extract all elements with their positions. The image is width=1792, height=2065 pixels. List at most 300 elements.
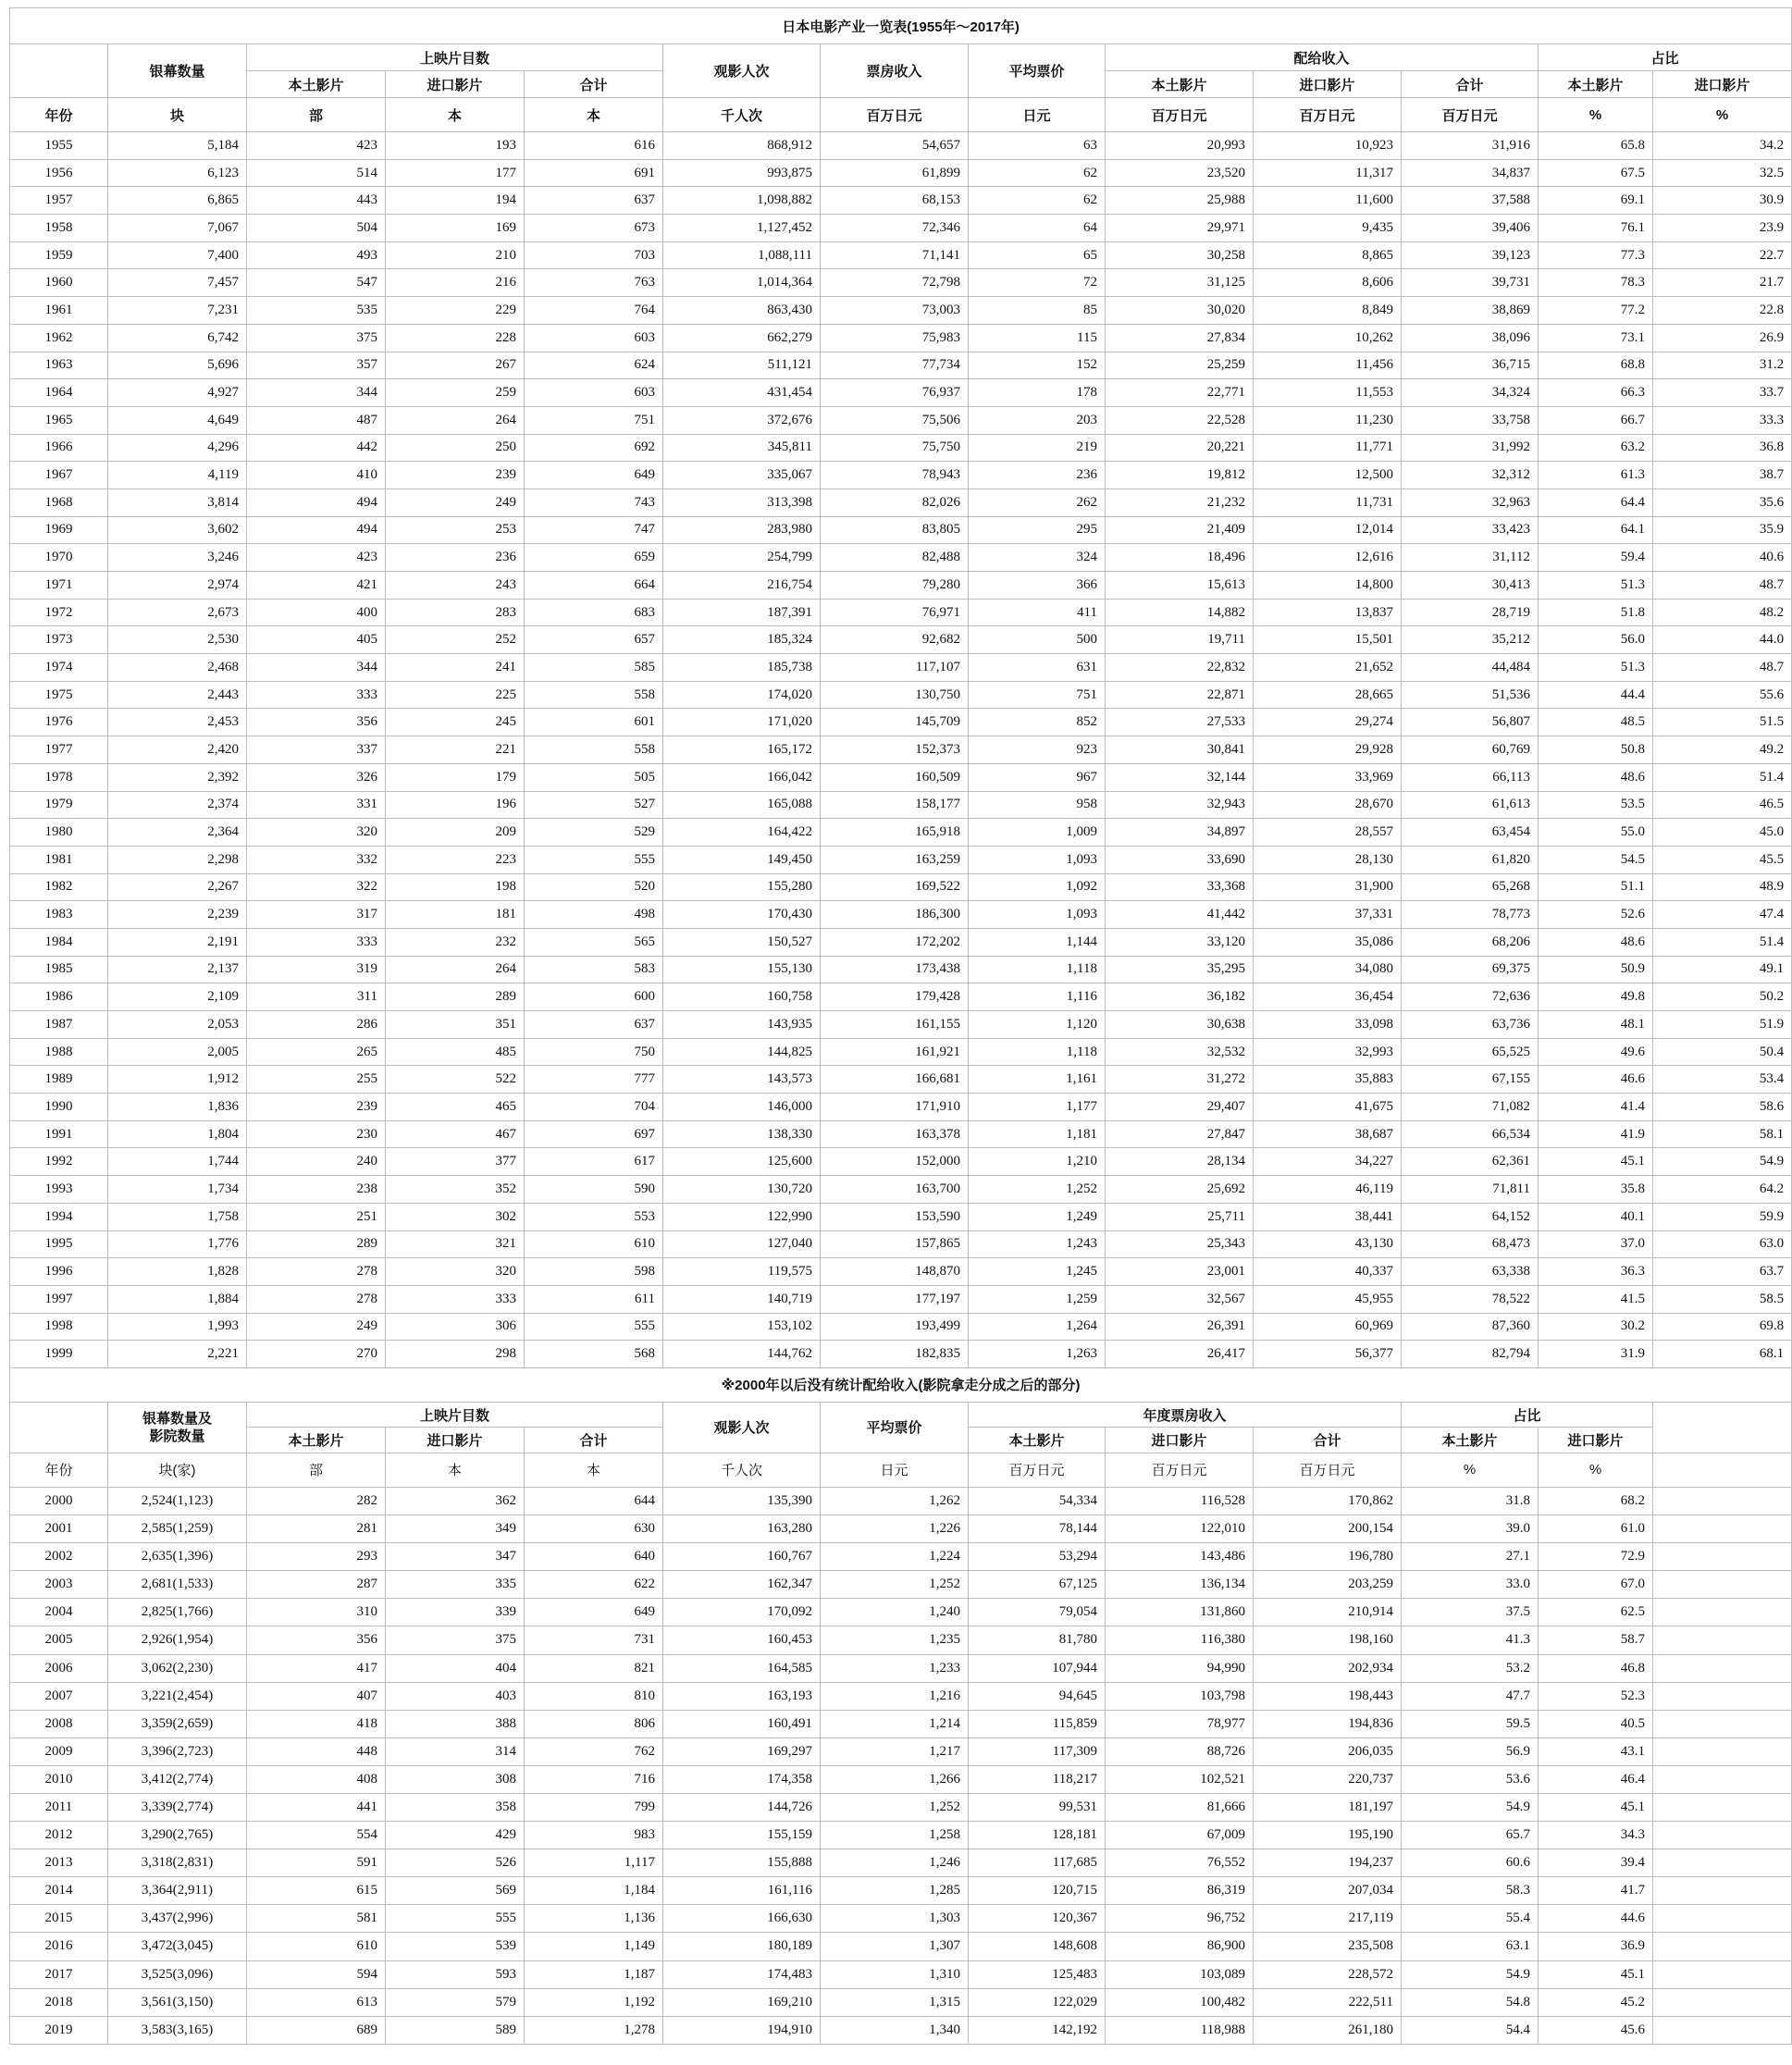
value-cell: 165,088: [663, 791, 821, 819]
value-cell: 1,259: [969, 1285, 1106, 1313]
value-cell: 249: [386, 488, 525, 516]
value-cell: 2,221: [108, 1341, 247, 1368]
header-rental-group: 配给收入: [1106, 44, 1539, 71]
value-cell: 375: [386, 1626, 525, 1654]
header2-screens: 银幕数量及 影院数量: [108, 1402, 247, 1453]
value-cell: 48.9: [1653, 873, 1792, 901]
value-cell: 229: [386, 297, 525, 325]
value-cell: 82,488: [821, 544, 969, 572]
value-cell: 1,310: [821, 1960, 969, 1988]
value-cell: 47.4: [1653, 901, 1792, 929]
value-cell: 49.6: [1539, 1038, 1653, 1066]
value-cell: 120,367: [969, 1905, 1106, 1933]
value-cell: 1,184: [525, 1877, 663, 1905]
value-cell: 32,532: [1106, 1038, 1254, 1066]
table-row: [10, 544, 1792, 572]
value-cell: 210,914: [1254, 1599, 1402, 1626]
value-cell: 194: [386, 187, 525, 215]
value-cell: 1,127,452: [663, 215, 821, 242]
header-share-group: 占比: [1539, 44, 1792, 71]
value-cell: 3,412(2,774): [108, 1765, 247, 1793]
value-cell: 82,794: [1402, 1341, 1539, 1368]
value-cell: 356: [247, 1626, 386, 1654]
table-row: [10, 572, 1792, 600]
value-cell: 1,307: [821, 1933, 969, 1960]
value-cell: 429: [386, 1822, 525, 1849]
value-cell: 58.3: [1402, 1877, 1539, 1905]
value-cell: 73.1: [1539, 324, 1653, 352]
value-cell: 281: [247, 1515, 386, 1543]
value-cell: 66.7: [1539, 406, 1653, 434]
table-row: [10, 654, 1792, 682]
year-cell: 1956: [10, 159, 108, 187]
table-row: [10, 1285, 1792, 1313]
value-cell: 31.9: [1539, 1341, 1653, 1368]
value-cell: 59.4: [1539, 544, 1653, 572]
value-cell: 210: [386, 241, 525, 269]
value-cell: 610: [525, 1230, 663, 1258]
table-row: [10, 709, 1792, 736]
value-cell: 64.2: [1653, 1176, 1792, 1204]
value-cell: 494: [247, 488, 386, 516]
value-cell: 1,884: [108, 1285, 247, 1313]
value-cell: 23.9: [1653, 215, 1792, 242]
value-cell: 704: [525, 1094, 663, 1121]
value-cell: 54.9: [1402, 1793, 1539, 1821]
value-cell: 235,508: [1254, 1933, 1402, 1960]
value-cell: 67.0: [1539, 1571, 1653, 1599]
value-cell: 35.8: [1539, 1176, 1653, 1204]
value-cell: 1,235: [821, 1626, 969, 1654]
value-cell: 160,453: [663, 1626, 821, 1654]
value-cell: 68,206: [1402, 928, 1539, 956]
value-cell: 62: [969, 187, 1106, 215]
value-cell: 78,144: [969, 1515, 1106, 1543]
value-cell: 130,750: [821, 681, 969, 709]
value-cell: 117,107: [821, 654, 969, 682]
value-cell: 115: [969, 324, 1106, 352]
value-cell: 763: [525, 269, 663, 297]
value-cell: 286: [247, 1011, 386, 1039]
value-cell: 63,338: [1402, 1258, 1539, 1286]
value-cell: 148,608: [969, 1933, 1106, 1960]
table-row: [10, 1737, 1792, 1765]
value-cell: 868,912: [663, 132, 821, 160]
value-cell: 58.6: [1653, 1094, 1792, 1121]
value-cell: 11,600: [1254, 187, 1402, 215]
value-cell: 2,109: [108, 983, 247, 1011]
value-cell: 555: [525, 846, 663, 873]
year-cell: 1993: [10, 1176, 108, 1204]
value-cell: 522: [386, 1066, 525, 1094]
value-cell: 1,744: [108, 1148, 247, 1176]
value-cell: 423: [247, 544, 386, 572]
value-cell: 377: [386, 1148, 525, 1176]
value-cell: 62.5: [1539, 1599, 1653, 1626]
value-cell: 249: [247, 1313, 386, 1341]
value-cell: 166,681: [821, 1066, 969, 1094]
table-row: [10, 434, 1792, 462]
header2-avg-price: 平均票价: [821, 1402, 969, 1453]
value-cell: 21.7: [1653, 269, 1792, 297]
value-cell: 51.4: [1653, 928, 1792, 956]
value-cell: [1653, 1543, 1792, 1571]
value-cell: 485: [386, 1038, 525, 1066]
value-cell: 118,217: [969, 1765, 1106, 1793]
value-cell: 130,720: [663, 1176, 821, 1204]
value-cell: 51.3: [1539, 654, 1653, 682]
value-cell: 202,934: [1254, 1654, 1402, 1682]
value-cell: 245: [386, 709, 525, 736]
value-cell: 164,585: [663, 1654, 821, 1682]
value-cell: 372,676: [663, 406, 821, 434]
value-cell: 278: [247, 1258, 386, 1286]
table-row: [10, 215, 1792, 242]
table-title: 日本电影产业一览表(1955年～2017年): [10, 8, 1792, 44]
value-cell: 467: [386, 1120, 525, 1148]
value-cell: 611: [525, 1285, 663, 1313]
table-row: [10, 1011, 1792, 1039]
value-cell: 1,214: [821, 1710, 969, 1737]
year-cell: 1984: [10, 928, 108, 956]
value-cell: 71,811: [1402, 1176, 1539, 1204]
table-row: [10, 901, 1792, 929]
value-cell: 25,692: [1106, 1176, 1254, 1204]
value-cell: 35,295: [1106, 956, 1254, 983]
value-cell: 500: [969, 626, 1106, 654]
unit-cell: [1653, 1453, 1792, 1487]
value-cell: 135,390: [663, 1487, 821, 1515]
value-cell: 1,187: [525, 1960, 663, 1988]
table-row: [10, 626, 1792, 654]
value-cell: 77.3: [1539, 241, 1653, 269]
value-cell: 3,246: [108, 544, 247, 572]
unit-cell: 百万日元: [1254, 1453, 1402, 1487]
value-cell: 46.5: [1653, 791, 1792, 819]
value-cell: 320: [386, 1258, 525, 1286]
header-imported: 进口影片: [386, 71, 525, 98]
value-cell: 131,860: [1106, 1599, 1254, 1626]
value-cell: 44.0: [1653, 626, 1792, 654]
value-cell: 1,177: [969, 1094, 1106, 1121]
value-cell: 465: [386, 1094, 525, 1121]
value-cell: 3,437(2,996): [108, 1905, 247, 1933]
value-cell: 72,636: [1402, 983, 1539, 1011]
value-cell: 75,750: [821, 434, 969, 462]
value-cell: 810: [525, 1682, 663, 1710]
value-cell: 375: [247, 324, 386, 352]
value-cell: 644: [525, 1487, 663, 1515]
table-body: [10, 8, 1792, 2045]
value-cell: 100,482: [1106, 1988, 1254, 2016]
value-cell: 47.7: [1402, 1682, 1539, 1710]
header-avg-price: 平均票价: [969, 44, 1106, 98]
value-cell: 923: [969, 736, 1106, 764]
unit-cell: 百万日元: [821, 98, 969, 132]
value-cell: 1,252: [821, 1571, 969, 1599]
value-cell: 54.9: [1653, 1148, 1792, 1176]
value-cell: 72,346: [821, 215, 969, 242]
value-cell: 36.9: [1539, 1933, 1653, 1960]
value-cell: 265: [247, 1038, 386, 1066]
value-cell: 63.1: [1402, 1933, 1539, 1960]
value-cell: [1653, 1822, 1792, 1849]
value-cell: 144,726: [663, 1793, 821, 1821]
value-cell: 196: [386, 791, 525, 819]
value-cell: 558: [525, 736, 663, 764]
value-cell: 514: [247, 159, 386, 187]
value-cell: 43.1: [1539, 1737, 1653, 1765]
value-cell: 2,926(1,954): [108, 1626, 247, 1654]
value-cell: 270: [247, 1341, 386, 1368]
value-cell: 53.5: [1539, 791, 1653, 819]
value-cell: 25,259: [1106, 352, 1254, 379]
value-cell: 7,231: [108, 297, 247, 325]
year-cell: 2019: [10, 2016, 108, 2044]
value-cell: 23,001: [1106, 1258, 1254, 1286]
value-cell: 39,406: [1402, 215, 1539, 242]
value-cell: 66,534: [1402, 1120, 1539, 1148]
year-cell: 1997: [10, 1285, 108, 1313]
value-cell: [1653, 1849, 1792, 1877]
japan-film-industry-table: [9, 7, 1792, 2045]
value-cell: 53.6: [1402, 1765, 1539, 1793]
value-cell: 22,832: [1106, 654, 1254, 682]
value-cell: 164,422: [663, 819, 821, 847]
value-cell: 11,731: [1254, 488, 1402, 516]
table-row: [10, 956, 1792, 983]
value-cell: 967: [969, 763, 1106, 791]
unit-cell: 百万日元: [1106, 1453, 1254, 1487]
table-row: [10, 1682, 1792, 1710]
value-cell: 96,752: [1106, 1905, 1254, 1933]
table-row: [10, 819, 1792, 847]
value-cell: 8,849: [1254, 297, 1402, 325]
table-row: [10, 1230, 1792, 1258]
unit-cell: 百万日元: [1402, 98, 1539, 132]
value-cell: 26.9: [1653, 324, 1792, 352]
value-cell: 177: [386, 159, 525, 187]
value-cell: 407: [247, 1682, 386, 1710]
value-cell: 762: [525, 1737, 663, 1765]
value-cell: 32.5: [1653, 159, 1792, 187]
unit-cell: 本: [386, 1453, 525, 1487]
table-row: [10, 516, 1792, 544]
value-cell: 255: [247, 1066, 386, 1094]
value-cell: 51.5: [1653, 709, 1792, 736]
table-row: [10, 406, 1792, 434]
value-cell: 68,473: [1402, 1230, 1539, 1258]
value-cell: 2,468: [108, 654, 247, 682]
value-cell: 408: [247, 1765, 386, 1793]
year-cell: 2017: [10, 1960, 108, 1988]
value-cell: 78,943: [821, 462, 969, 489]
value-cell: 81,780: [969, 1626, 1106, 1654]
value-cell: 1,161: [969, 1066, 1106, 1094]
value-cell: 28,719: [1402, 599, 1539, 626]
value-cell: 1,263: [969, 1341, 1106, 1368]
value-cell: 65.8: [1539, 132, 1653, 160]
value-cell: 59.9: [1653, 1203, 1792, 1230]
value-cell: 64.1: [1539, 516, 1653, 544]
value-cell: [1653, 1710, 1792, 1737]
unit-cell: 百万日元: [1254, 98, 1402, 132]
value-cell: 751: [969, 681, 1106, 709]
value-cell: 362: [386, 1487, 525, 1515]
value-cell: 743: [525, 488, 663, 516]
value-cell: 302: [386, 1203, 525, 1230]
value-cell: 306: [386, 1313, 525, 1341]
value-cell: 357: [247, 352, 386, 379]
value-cell: 194,836: [1254, 1710, 1402, 1737]
value-cell: 117,309: [969, 1737, 1106, 1765]
value-cell: 198,160: [1254, 1626, 1402, 1654]
value-cell: 200,154: [1254, 1515, 1402, 1543]
value-cell: 166,630: [663, 1905, 821, 1933]
value-cell: 55.6: [1653, 681, 1792, 709]
value-cell: 63.0: [1653, 1230, 1792, 1258]
value-cell: 33,690: [1106, 846, 1254, 873]
value-cell: 11,553: [1254, 379, 1402, 407]
year-cell: 2013: [10, 1849, 108, 1877]
unit-cell: 部: [247, 1453, 386, 1487]
value-cell: 1,118: [969, 1038, 1106, 1066]
value-cell: [1653, 1933, 1792, 1960]
value-cell: 8,865: [1254, 241, 1402, 269]
value-cell: 158,177: [821, 791, 969, 819]
year-cell: 1973: [10, 626, 108, 654]
value-cell: 31,992: [1402, 434, 1539, 462]
value-cell: 99,531: [969, 1793, 1106, 1821]
table-row: [10, 1822, 1792, 1849]
table-row: [10, 1094, 1792, 1121]
unit-cell: 百万日元: [969, 1453, 1106, 1487]
year-cell: 1985: [10, 956, 108, 983]
value-cell: 1,233: [821, 1654, 969, 1682]
year-cell: 2009: [10, 1737, 108, 1765]
value-cell: 35,883: [1254, 1066, 1402, 1094]
unit-cell: %: [1402, 1453, 1539, 1487]
value-cell: 253: [386, 516, 525, 544]
value-cell: 41.7: [1539, 1877, 1653, 1905]
table-row: [10, 1571, 1792, 1599]
value-cell: 603: [525, 324, 663, 352]
year-cell: 1992: [10, 1148, 108, 1176]
value-cell: 209: [386, 819, 525, 847]
value-cell: 31,272: [1106, 1066, 1254, 1094]
value-cell: 122,029: [969, 1988, 1106, 2016]
value-cell: 1,828: [108, 1258, 247, 1286]
value-cell: 76,971: [821, 599, 969, 626]
table-row: [10, 1710, 1792, 1737]
value-cell: 117,685: [969, 1849, 1106, 1877]
header-share-domestic: 本土影片: [1539, 71, 1653, 98]
value-cell: 1,262: [821, 1487, 969, 1515]
value-cell: 261,180: [1254, 2016, 1402, 2044]
value-cell: 250: [386, 434, 525, 462]
unit-cell: 本: [525, 98, 663, 132]
value-cell: 565: [525, 928, 663, 956]
value-cell: 144,825: [663, 1038, 821, 1066]
value-cell: 45.1: [1539, 1148, 1653, 1176]
value-cell: 553: [525, 1203, 663, 1230]
value-cell: 54,334: [969, 1487, 1106, 1515]
unit-cell: %: [1539, 1453, 1653, 1487]
value-cell: 40.5: [1539, 1710, 1653, 1737]
value-cell: 2,267: [108, 873, 247, 901]
value-cell: 2,005: [108, 1038, 247, 1066]
value-cell: 287: [247, 1571, 386, 1599]
year-cell: 1976: [10, 709, 108, 736]
table-row: [10, 983, 1792, 1011]
table-row: [10, 1654, 1792, 1682]
value-cell: 1,181: [969, 1120, 1106, 1148]
value-cell: 220,737: [1254, 1765, 1402, 1793]
value-cell: 165,918: [821, 819, 969, 847]
value-cell: 64,152: [1402, 1203, 1539, 1230]
value-cell: 289: [386, 983, 525, 1011]
value-cell: 751: [525, 406, 663, 434]
value-cell: 94,990: [1106, 1654, 1254, 1682]
year-cell: 1999: [10, 1341, 108, 1368]
year-cell: 2015: [10, 1905, 108, 1933]
value-cell: 649: [525, 1599, 663, 1626]
value-cell: 180,189: [663, 1933, 821, 1960]
value-cell: 637: [525, 1011, 663, 1039]
value-cell: 34,324: [1402, 379, 1539, 407]
year-cell: 1963: [10, 352, 108, 379]
year-cell: 1980: [10, 819, 108, 847]
value-cell: 146,000: [663, 1094, 821, 1121]
value-cell: 185,324: [663, 626, 821, 654]
units-row-1: [10, 98, 1792, 132]
value-cell: 27,847: [1106, 1120, 1254, 1148]
value-cell: 86,319: [1106, 1877, 1254, 1905]
value-cell: 1,734: [108, 1176, 247, 1204]
value-cell: 554: [247, 1822, 386, 1849]
table-row: [10, 241, 1792, 269]
value-cell: 65: [969, 241, 1106, 269]
year-cell: 1966: [10, 434, 108, 462]
value-cell: 333: [247, 681, 386, 709]
value-cell: 344: [247, 379, 386, 407]
value-cell: 44.6: [1539, 1905, 1653, 1933]
value-cell: 103,798: [1106, 1682, 1254, 1710]
value-cell: 56,807: [1402, 709, 1539, 736]
value-cell: 240: [247, 1148, 386, 1176]
value-cell: 161,921: [821, 1038, 969, 1066]
value-cell: 186,300: [821, 901, 969, 929]
value-cell: 50.9: [1539, 956, 1653, 983]
year-cell: 1962: [10, 324, 108, 352]
value-cell: 21,232: [1106, 488, 1254, 516]
unit-cell: 部: [247, 98, 386, 132]
unit-cell: 年份: [10, 1453, 108, 1487]
value-cell: 160,509: [821, 763, 969, 791]
value-cell: 45.1: [1539, 1960, 1653, 1988]
value-cell: 87,360: [1402, 1313, 1539, 1341]
value-cell: 283,980: [663, 516, 821, 544]
value-cell: 169,522: [821, 873, 969, 901]
value-cell: 38,441: [1254, 1203, 1402, 1230]
value-cell: 163,378: [821, 1120, 969, 1148]
value-cell: 37.5: [1402, 1599, 1539, 1626]
value-cell: 50.8: [1539, 736, 1653, 764]
year-cell: 2010: [10, 1765, 108, 1793]
value-cell: 3,359(2,659): [108, 1710, 247, 1737]
value-cell: [1653, 1571, 1792, 1599]
value-cell: 252: [386, 626, 525, 654]
